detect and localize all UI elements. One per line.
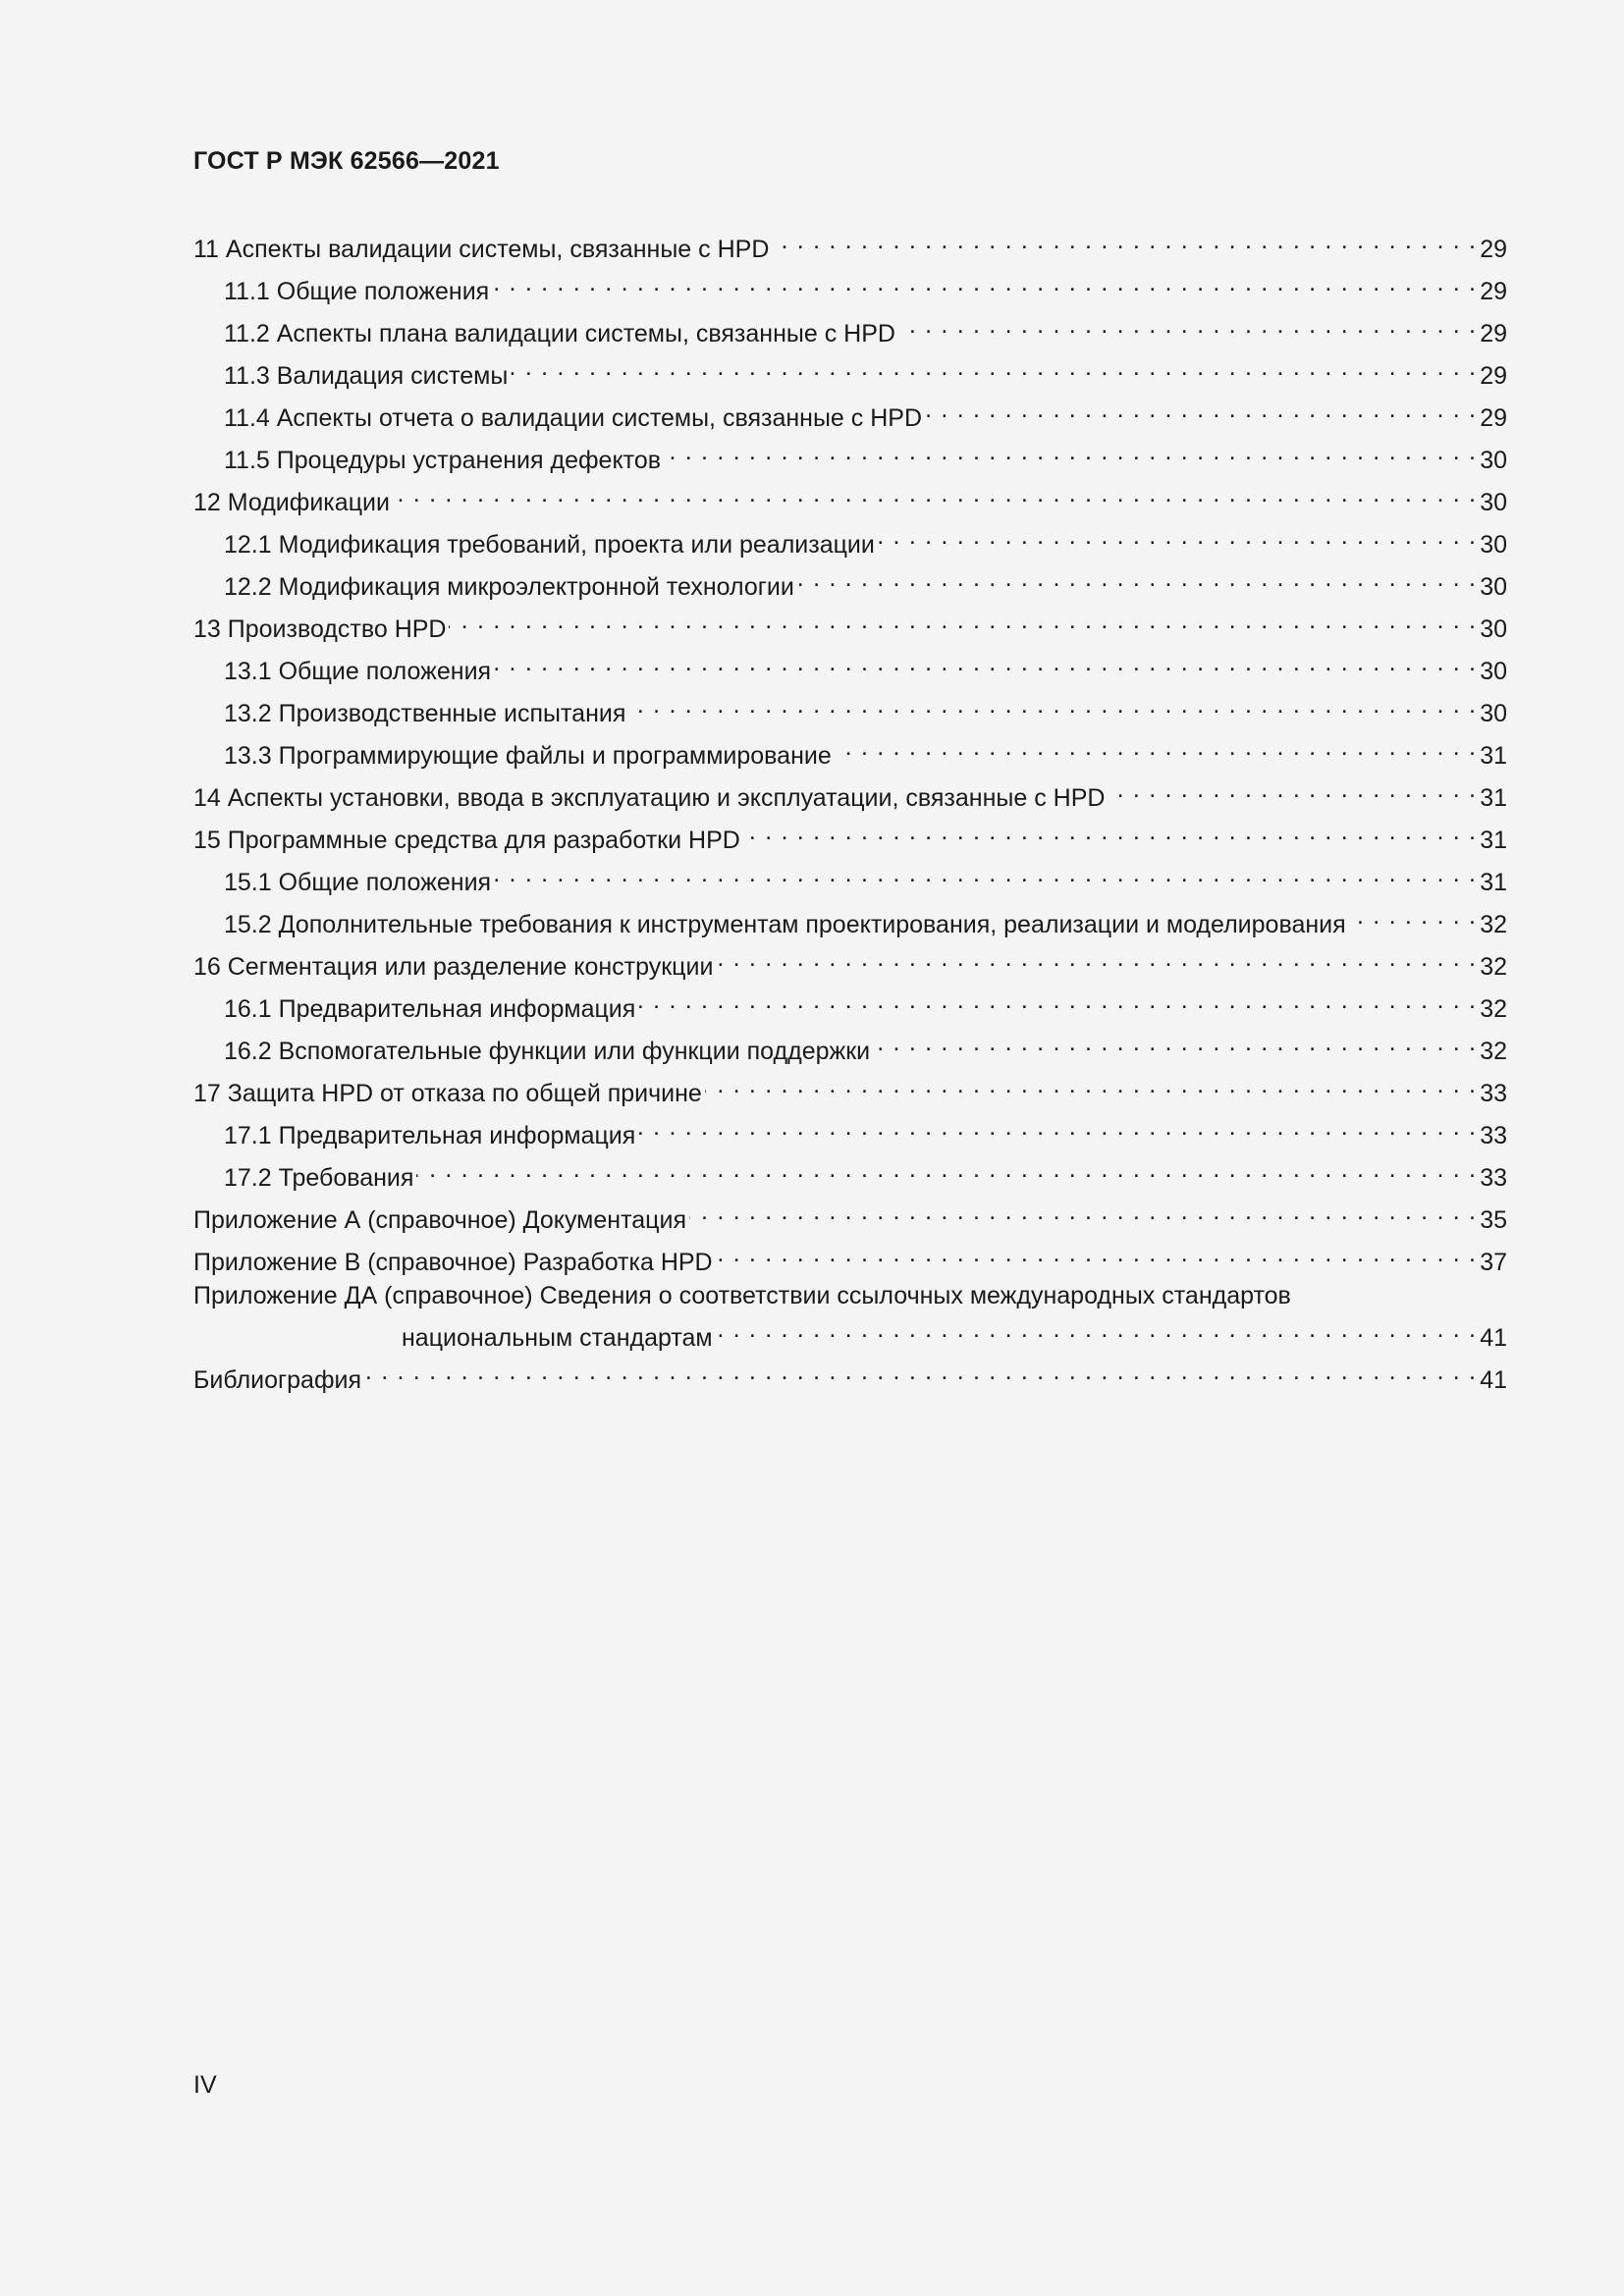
toc-entry-title: 16.2 Вспомогательные функции или функции поддержки <box>224 1038 871 1065</box>
toc-entry[interactable] <box>193 1195 1507 1237</box>
toc-entry[interactable] <box>193 477 1507 519</box>
toc-leader-dots <box>716 1312 1478 1346</box>
toc-entry[interactable] <box>193 941 1507 984</box>
toc-leader-dots <box>925 393 1477 426</box>
toc-entry-page: 30 <box>1480 658 1507 685</box>
toc-leader-dots <box>716 1237 1478 1270</box>
toc-entry-title: 13.2 Производственные испытания <box>224 700 626 727</box>
toc-leader-dots <box>511 350 1477 384</box>
toc-entry-title: 14 Аспекты установки, ввода в эксплуатацию и эксплуатации, связанные с HPD <box>193 784 1106 812</box>
toc-entry-title: 11.1 Общие положения <box>224 278 490 305</box>
toc-entry-title: 11.4 Аспекты отчета о валидации системы, связанные с HPD <box>224 404 923 432</box>
toc-entry[interactable] <box>193 224 1507 266</box>
table-of-contents <box>193 224 1507 1397</box>
toc-leader-dots <box>797 561 1477 595</box>
toc-entry[interactable] <box>193 646 1507 688</box>
toc-entry-page: 31 <box>1480 742 1507 770</box>
toc-entry-title: 15 Программные средства для разработки HPD <box>193 827 740 854</box>
toc-entry-title: 12 Модификации <box>193 489 390 516</box>
toc-entry[interactable] <box>193 984 1507 1026</box>
toc-leader-dots <box>873 1026 1477 1059</box>
toc-entry-page: 33 <box>1480 1164 1507 1192</box>
toc-entry-page: 32 <box>1480 953 1507 981</box>
toc-entry[interactable] <box>193 1237 1507 1279</box>
toc-entry-title: 11.2 Аспекты плана валидации системы, связанные с HPD <box>224 320 895 347</box>
toc-entry-appendix-da[interactable] <box>193 1279 1507 1355</box>
toc-leader-dots <box>364 1355 1477 1388</box>
toc-entry[interactable] <box>193 561 1507 604</box>
toc-entry[interactable] <box>193 1110 1507 1152</box>
toc-entry-title-line1: Приложение ДА (справочное) Сведения о соответствии ссылочных международных стандартов <box>193 1282 1291 1309</box>
toc-entry-title: Библиография <box>193 1366 362 1394</box>
toc-leader-dots <box>898 308 1477 342</box>
toc-leader-dots <box>705 1068 1477 1101</box>
toc-entry-title: 17.1 Предварительная информация <box>224 1122 636 1149</box>
toc-entry-title-line2: национальным стандартам <box>402 1324 713 1352</box>
toc-entry-title: 13.3 Программирующие файлы и программирование <box>224 742 832 770</box>
toc-entry[interactable] <box>193 308 1507 350</box>
toc-entry[interactable] <box>193 899 1507 941</box>
toc-entry-page: 41 <box>1480 1366 1507 1394</box>
toc-entry-title: 17 Защита HPD от отказа по общей причине <box>193 1080 702 1107</box>
toc-entry-page: 33 <box>1480 1080 1507 1107</box>
toc-entry-title: 11.5 Процедуры устранения дефектов <box>224 447 662 474</box>
toc-leader-dots <box>492 266 1477 299</box>
toc-entry-title: 15.1 Общие положения <box>224 869 492 896</box>
toc-entry[interactable] <box>193 815 1507 857</box>
toc-leader-dots <box>638 1110 1477 1144</box>
toc-entry-page: 30 <box>1480 489 1507 516</box>
toc-entry[interactable] <box>193 266 1507 308</box>
toc-entry-page: 30 <box>1480 573 1507 601</box>
toc-entry[interactable] <box>193 857 1507 899</box>
toc-entry-page: 31 <box>1480 827 1507 854</box>
toc-entry-page: 32 <box>1480 1038 1507 1065</box>
toc-entry-page: 32 <box>1480 911 1507 938</box>
toc-entry[interactable] <box>193 730 1507 773</box>
toc-leader-dots <box>743 815 1477 848</box>
toc-entry[interactable] <box>193 393 1507 435</box>
toc-entry-page: 30 <box>1480 447 1507 474</box>
toc-entry-title: Приложение А (справочное) Документация <box>193 1206 686 1234</box>
toc-entry-page: 32 <box>1480 995 1507 1023</box>
toc-entry-page: 30 <box>1480 531 1507 559</box>
toc-leader-dots <box>1349 899 1478 933</box>
toc-entry-page: 29 <box>1480 404 1507 432</box>
toc-leader-dots <box>494 857 1477 890</box>
toc-entry[interactable] <box>193 350 1507 393</box>
toc-entry[interactable] <box>193 688 1507 730</box>
toc-leader-dots <box>1108 773 1477 806</box>
toc-leader-dots <box>689 1195 1477 1228</box>
toc-leader-dots <box>835 730 1477 764</box>
toc-entry-title: 13.1 Общие положения <box>224 658 492 685</box>
toc-entry-title: 16.1 Предварительная информация <box>224 995 636 1023</box>
toc-entry-title: 16 Сегментация или разделение конструкции <box>193 953 714 981</box>
toc-entry-page: 41 <box>1480 1324 1507 1352</box>
toc-entry-page: 37 <box>1480 1249 1507 1276</box>
toc-entry-title: 15.2 Дополнительные требования к инструментам проектирования, реализации и моделирования <box>224 911 1346 938</box>
toc-entry[interactable] <box>193 604 1507 646</box>
toc-entry[interactable] <box>193 773 1507 815</box>
toc-entry[interactable] <box>193 435 1507 477</box>
toc-entry-page: 30 <box>1480 700 1507 727</box>
toc-entry-page: 33 <box>1480 1122 1507 1149</box>
toc-entry-page: 31 <box>1480 869 1507 896</box>
toc-entry[interactable] <box>193 519 1507 561</box>
toc-entry[interactable] <box>193 1026 1507 1068</box>
toc-leader-dots <box>416 1152 1477 1186</box>
toc-entry-title: 12.2 Модификация микроэлектронной технологии <box>224 573 794 601</box>
toc-leader-dots <box>494 646 1477 679</box>
toc-entry-page: 35 <box>1480 1206 1507 1234</box>
toc-leader-dots <box>638 984 1477 1017</box>
toc-leader-dots <box>628 688 1477 721</box>
toc-entry-title: 13 Производство HPD <box>193 615 447 643</box>
toc-entry[interactable] <box>193 1068 1507 1110</box>
toc-leader-dots <box>716 941 1477 975</box>
toc-entry-page: 31 <box>1480 784 1507 812</box>
toc-leader-dots <box>878 519 1477 553</box>
toc-entry-title: 11.3 Валидация системы <box>224 362 509 390</box>
page-number: IV <box>193 2071 217 2099</box>
toc-entry-title: 17.2 Требования <box>224 1164 414 1192</box>
toc-leader-dots <box>393 477 1477 510</box>
toc-leader-dots <box>772 224 1477 257</box>
toc-leader-dots <box>664 435 1477 468</box>
toc-leader-dots <box>449 604 1477 637</box>
toc-entry-title: 12.1 Модификация требований, проекта или реализации <box>224 531 875 559</box>
toc-entry-page: 29 <box>1480 320 1507 347</box>
toc-entry-title: 11 Аспекты валидации системы, связанные с HPD <box>193 236 770 263</box>
toc-entry[interactable] <box>193 1152 1507 1195</box>
toc-entry-page: 30 <box>1480 615 1507 643</box>
document-header: ГОСТ Р МЭК 62566—2021 <box>193 147 500 175</box>
toc-entry-bibliography[interactable] <box>193 1355 1507 1397</box>
toc-entry-page: 29 <box>1480 236 1507 263</box>
toc-entry-page: 29 <box>1480 278 1507 305</box>
toc-entry-page: 29 <box>1480 362 1507 390</box>
toc-entry-title: Приложение В (справочное) Разработка HPD <box>193 1249 713 1276</box>
